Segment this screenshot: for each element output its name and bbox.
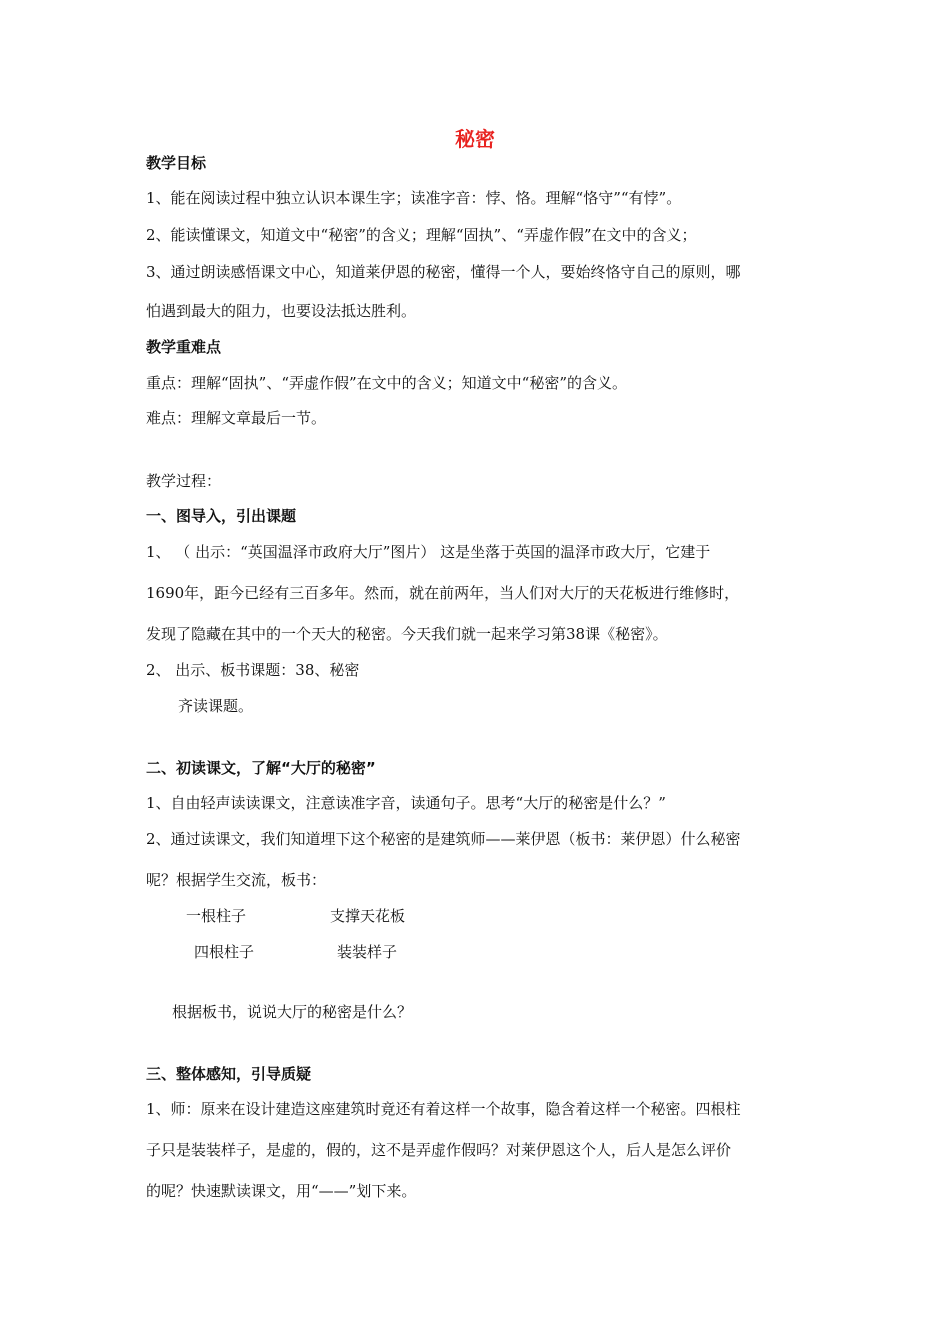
part3-item1-line2: 子只是装装样子，是虚的，假的，这不是弄虚作假吗？对莱伊恩这个人，后人是怎么评价 <box>146 1141 732 1159</box>
objectives-heading: 教学目标 <box>146 154 207 172</box>
board-row2-col2: 装装样子 <box>337 943 398 961</box>
document-title: 秘密 <box>455 127 495 151</box>
board-row1-col2: 支撑天花板 <box>330 907 406 925</box>
objective-3-line-1: 3、通过朗读感悟课文中心，知道莱伊恩的秘密，懂得一个人，要始终恪守自己的原则，哪 <box>146 263 741 281</box>
objective-1: 1、能在阅读过程中独立认识本课生字；读准字音：悖、恪。理解“恪守”“有悖”。 <box>146 189 682 207</box>
part2-item3: 根据板书，说说大厅的秘密是什么？ <box>172 1003 413 1021</box>
part1-item1-line1: 1、 （ 出示：“英国温泽市政府大厅”图片） 这是坐落于英国的温泽市政大厅，它建于 <box>146 543 711 561</box>
part2-heading: 二、初读课文，了解“大厅的秘密” <box>146 759 376 777</box>
objective-3-line-2: 怕遇到最大的阻力，也要设法抵达胜利。 <box>146 302 417 320</box>
part1-item3: 齐读课题。 <box>178 697 254 715</box>
part1-item2: 2、 出示、板书课题：38、秘密 <box>146 661 360 679</box>
part2-item1: 1、自由轻声读读课文，注意读准字音，读通句子。思考“大厅的秘密是什么？” <box>146 794 666 812</box>
part3-heading: 三、整体感知，引导质疑 <box>146 1065 312 1083</box>
part3-item1-line1: 1、师：原来在设计建造这座建筑时竟还有着这样一个故事，隐含着这样一个秘密。四根柱 <box>146 1100 741 1118</box>
difficult-point: 难点：理解文章最后一节。 <box>146 409 327 427</box>
part3-item1-line3: 的呢？快速默读课文，用“——”划下来。 <box>146 1182 417 1200</box>
board-row1-col1: 一根柱子 <box>186 907 247 925</box>
key-point: 重点：理解“固执”、“弄虚作假”在文中的含义；知道文中“秘密”的含义。 <box>146 374 628 392</box>
part1-item1-line3: 发现了隐藏在其中的一个天大的秘密。今天我们就一起来学习第38课《秘密》。 <box>146 625 668 643</box>
process-heading: 教学过程： <box>146 472 222 490</box>
part1-heading: 一、图导入，引出课题 <box>146 507 297 525</box>
objective-2: 2、能读懂课文，知道文中“秘密”的含义；理解“固执”、“弄虚作假”在文中的含义； <box>146 226 697 244</box>
keypoints-heading: 教学重难点 <box>146 338 222 356</box>
part2-item2-line1: 2、通过读课文，我们知道埋下这个秘密的是建筑师——莱伊恩（板书：莱伊恩）什么秘密 <box>146 830 741 848</box>
part2-item2-line2: 呢？根据学生交流，板书： <box>146 871 327 889</box>
part1-item1-line2: 1690年，距今已经有三百多年。然而，就在前两年，当人们对大厅的天花板进行维修时， <box>146 584 740 602</box>
board-row2-col1: 四根柱子 <box>194 943 255 961</box>
